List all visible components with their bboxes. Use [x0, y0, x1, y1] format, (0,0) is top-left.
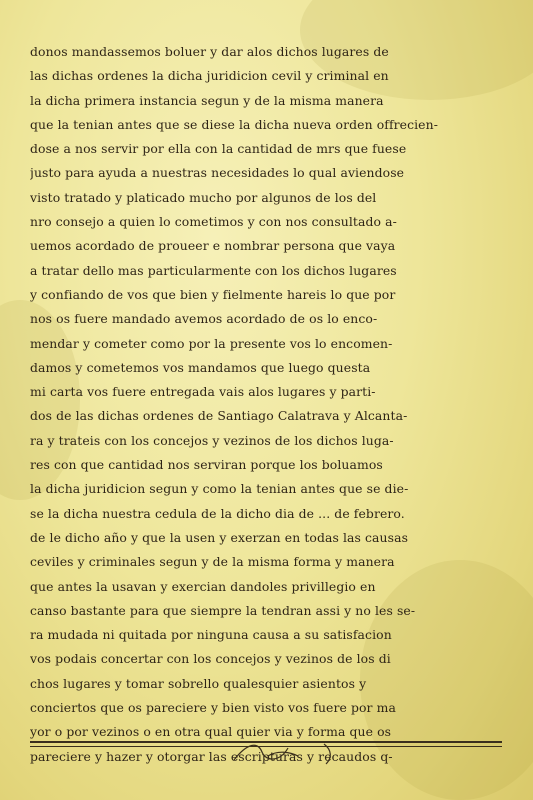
manuscript-line: conciertos que os pareciere y bien visto vos fuere por ma	[30, 700, 396, 716]
manuscript-text	[30, 40, 500, 769]
manuscript-line: dos de las dichas ordenes de Santiago Calatrava y Alcanta-	[30, 408, 408, 424]
manuscript-line: a tratar dello mas particularmente con los dichos lugares	[30, 262, 397, 278]
manuscript-line: ra mudada ni quitada por ninguna causa a su satisfacion	[30, 627, 392, 643]
manuscript-line: pareciere y hazer y otorgar las escripturas y recaudos q-	[30, 748, 393, 764]
manuscript-line: y confiando de vos que bien y fielmente hareis lo que por	[30, 286, 396, 302]
manuscript-line: se la dicha nuestra cedula de la dicho dia de ... de febrero.	[30, 505, 405, 521]
manuscript-line: mi carta vos fuere entregada vais alos lugares y parti-	[30, 384, 376, 400]
manuscript-line: uemos acordado de proueer e nombrar persona que vaya	[30, 238, 396, 254]
manuscript-line: ra y trateis con los concejos y vezinos de los dichos luga-	[30, 432, 394, 448]
manuscript-line: canso bastante para que siempre la tendran assi y no les se-	[30, 602, 416, 618]
manuscript-line: justo para ayuda a nuestras necesidades lo qual aviendose	[30, 165, 405, 181]
manuscript-line: res con que cantidad nos serviran porque los boluamos	[30, 457, 383, 473]
manuscript-line: yor o por vezinos o en otra qual quier via y forma que os	[30, 724, 392, 740]
rubric-flourish	[228, 738, 348, 768]
manuscript-line: visto tratado y platicado mucho por algunos de los del	[30, 189, 377, 205]
manuscript-line: mendar y cometer como por la presente vos lo encomen-	[30, 335, 393, 351]
manuscript-line: nro consejo a quien lo cometimos y con nos consultado a-	[30, 214, 397, 230]
manuscript-line: vos podais concertar con los concejos y vezinos de los di	[30, 651, 391, 667]
manuscript-line: la dicha juridicion segun y como la tenian antes que se die-	[30, 481, 409, 497]
manuscript-line: dose a nos servir por ella con la cantidad de mrs que fuese	[30, 141, 407, 157]
manuscript-line: nos os fuere mandado avemos acordado de os lo enco-	[30, 311, 378, 327]
manuscript-line: de le dicho año y que la usen y exerzan en todas las causas	[30, 529, 409, 545]
manuscript-line: que la tenian antes que se diese la dicha nueva orden offrecien-	[30, 116, 438, 132]
manuscript-line: donos mandassemos boluer y dar alos dichos lugares de	[30, 44, 389, 59]
manuscript-line: las dichas ordenes la dicha juridicion cevil y criminal en	[30, 68, 389, 84]
manuscript-line: damos y cometemos vos mandamos que luego questa	[30, 359, 371, 375]
manuscript-line: que antes la usavan y exercian dandoles privillegio en	[30, 578, 376, 594]
manuscript-line: chos lugares y tomar sobrello qualesquier asientos y	[30, 675, 367, 691]
manuscript-line: la dicha primera instancia segun y de la misma manera	[30, 92, 384, 108]
manuscript-line: ceviles y criminales segun y de la misma forma y manera	[30, 554, 395, 570]
